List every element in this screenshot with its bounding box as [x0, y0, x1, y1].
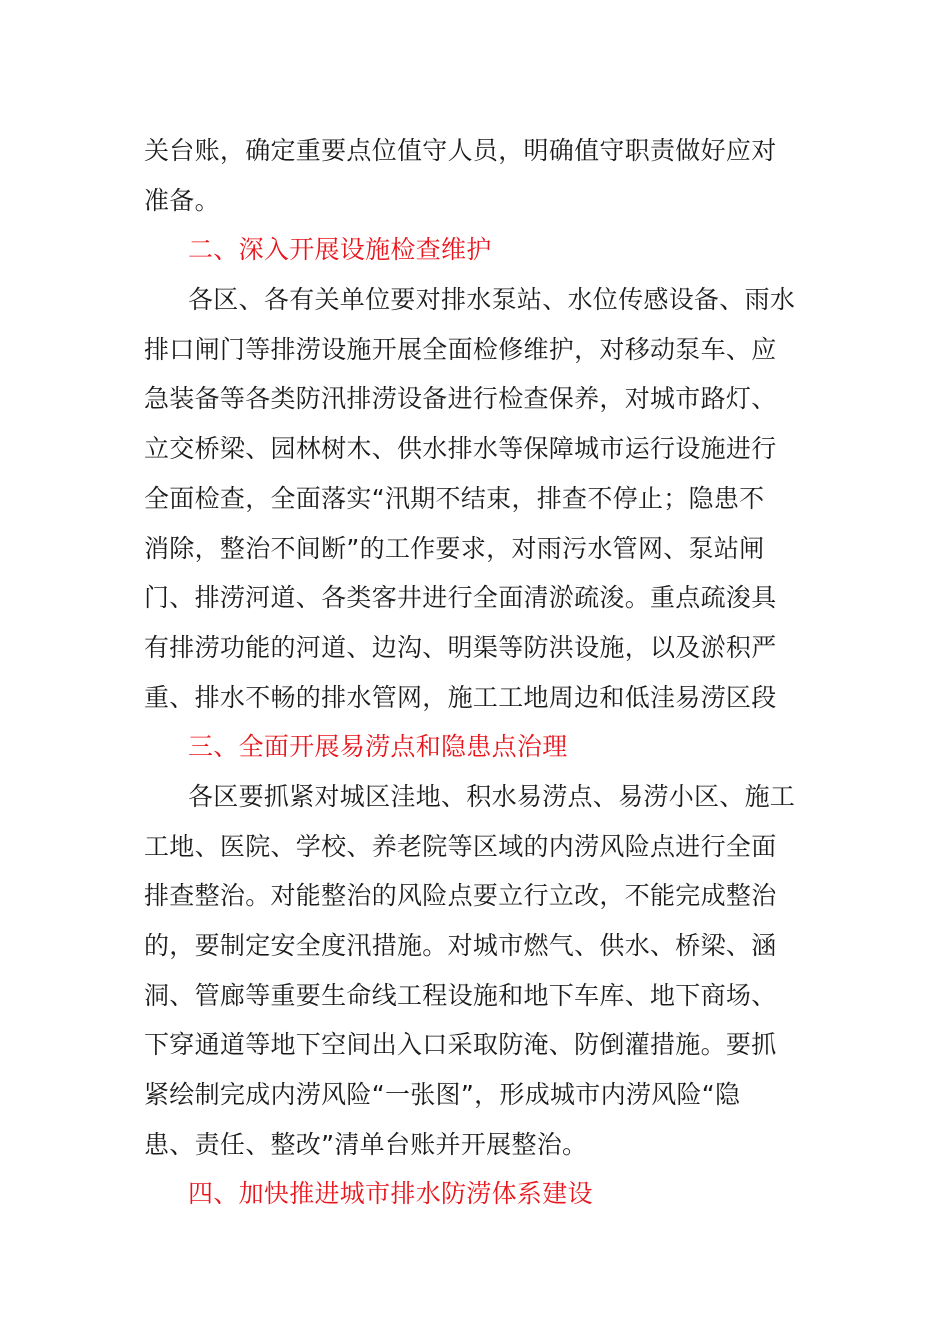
- text-line: 有排涝功能的河道、边沟、明渠等防洪设施，以及淤积严: [144, 632, 777, 662]
- text-line: 立交桥梁、园林树木、供水排水等保障城市运行设施进行: [144, 434, 777, 464]
- text-line: 排查整治。对能整治的风险点要立行立改，不能完成整治: [144, 881, 777, 911]
- heading-text: 二、深入开展设施检查维护: [188, 235, 492, 265]
- section-heading-2: [144, 225, 814, 275]
- text-line: 消除，整治不间断”的工作要求，对雨污水管网、泵站闸: [144, 533, 765, 563]
- text-line: 门、排涝河道、各类客井进行全面清淤疏浚。重点疏浚具: [144, 583, 777, 613]
- text-line: 准备。: [144, 185, 220, 215]
- paragraph-continuation: [144, 126, 814, 225]
- section-heading-3: [144, 722, 814, 772]
- text-line: 工地、医院、学校、养老院等区域的内涝风险点进行全面: [144, 831, 777, 861]
- paragraph-section-2: [144, 275, 814, 722]
- text-line: 排口闸门等排涝设施开展全面检修维护，对移动泵车、应: [144, 334, 777, 364]
- text-line: 关台账，确定重要点位值守人员，明确值守职责做好应对: [144, 136, 777, 165]
- text-line: 的，要制定安全度汛措施。对城市燃气、供水、桥梁、涵: [144, 931, 777, 960]
- heading-text: 三、全面开展易涝点和隐患点治理: [188, 732, 568, 762]
- text-line: 患、责任、整改”清单台账并开展整治。: [144, 1129, 588, 1159]
- text-line: 全面检查，全面落实“汛期不结束，排查不停止；隐患不: [144, 483, 765, 513]
- text-line: 紧绘制完成内涝风险“一张图”，形成城市内涝风险“隐: [144, 1080, 741, 1110]
- text-line: 下穿通道等地下空间出入口采取防淹、防倒灌措施。要抓: [144, 1030, 777, 1060]
- text-line: 各区要抓紧对城区洼地、积水易涝点、易涝小区、施工: [188, 781, 796, 811]
- text-line: 各区、各有关单位要对排水泵站、水位传感设备、雨水: [188, 285, 796, 315]
- text-line: 洞、管廊等重要生命线工程设施和地下车库、地下商场、: [144, 980, 777, 1010]
- paragraph-section-3: [144, 772, 814, 1170]
- section-heading-4: [144, 1169, 814, 1219]
- text-line: 重、排水不畅的排水管网，施工工地周边和低洼易涝区段: [144, 682, 777, 712]
- text-line: 急装备等各类防汛排涝设备进行检查保养，对城市路灯、: [144, 384, 777, 414]
- heading-text: 四、加快推进城市排水防涝体系建设: [188, 1179, 593, 1209]
- document-body: [144, 126, 814, 1219]
